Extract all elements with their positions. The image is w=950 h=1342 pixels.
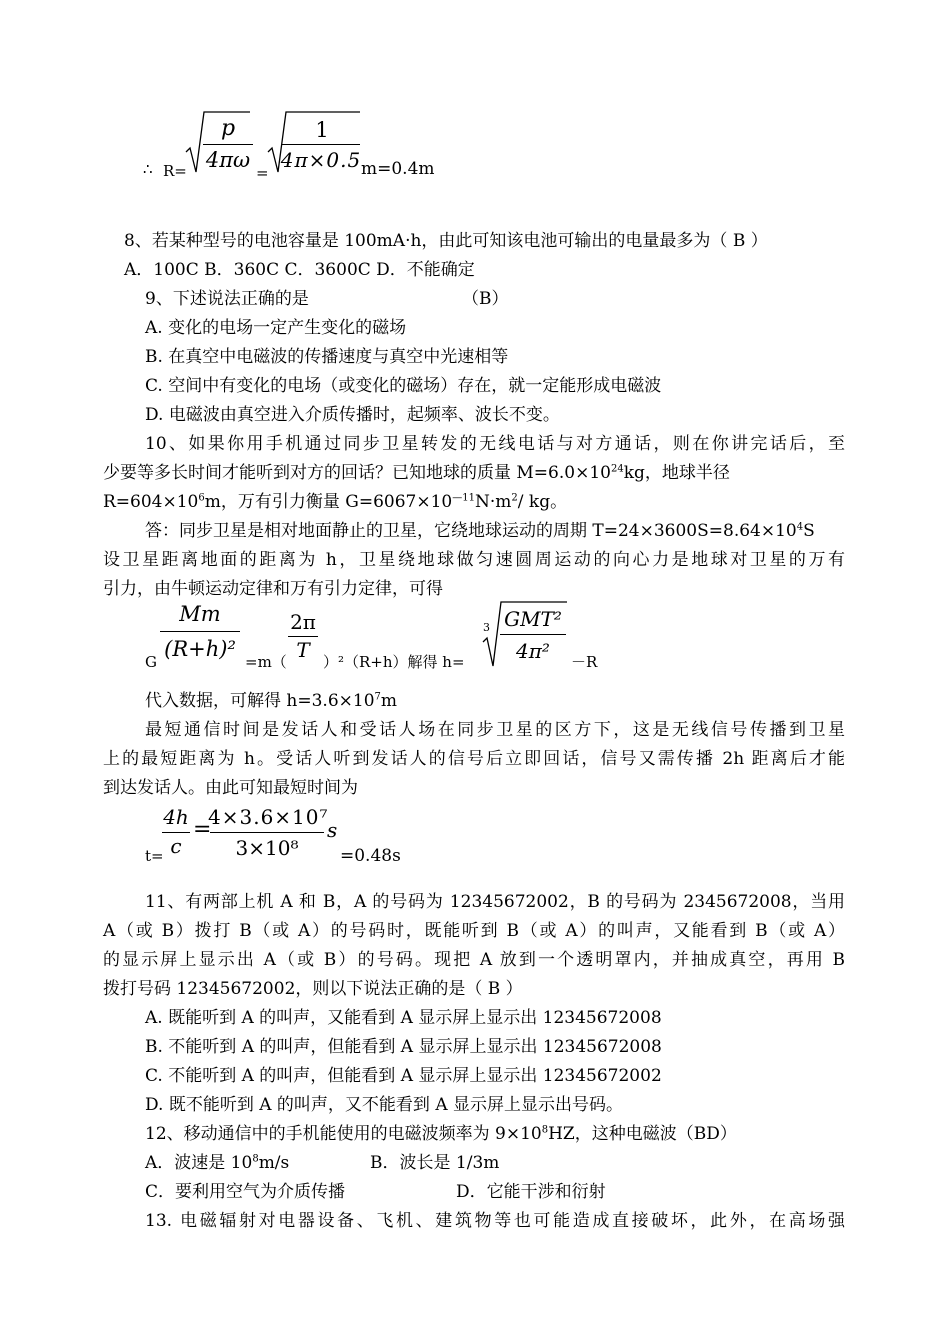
fraction-time-denominator: 3×10⁸ — [235, 836, 299, 860]
fraction-gmt-numerator: GMT² — [504, 607, 562, 631]
fraction-2pi-denominator: T — [296, 638, 310, 662]
question-12-option-b: B．波长是 1/3m — [370, 1153, 500, 1173]
question-8-options: A．100C B．360C C．3600C D．不能确定 — [124, 260, 475, 280]
question-9-option-a: A. 变化的电场一定产生变化的磁场 — [145, 318, 407, 338]
answer-10-line-4: 代入数据，可解得 $h=3.6\times 10^7m$ — [145, 691, 398, 711]
question-11-option-c: C. 不能听到 A 的叫声，但能看到 A 显示屏上显示出 12345672002 — [145, 1066, 662, 1086]
answer-10-line-7: 到达发话人。由此可知最短时间为 — [103, 778, 358, 798]
formula-remainder: ）²（R+h）解得 h= — [323, 653, 465, 671]
question-11-option-b: B. 不能听到 A 的叫声，但能看到 A 显示屏上显示出 12345672008 — [145, 1037, 662, 1057]
question-11-line-2: A（或 B）拨打 B（或 A）的号码时，既能听到 B（或 A）的叫声，又能看到 B（或 A） — [103, 921, 845, 941]
fraction-gmt-bar — [500, 634, 566, 635]
fraction-1-denominator: 4πω — [205, 148, 251, 172]
question-8-stem: 8、若某种型号的电池容量是 100mA·h，由此可知该电池可输出的电量最多为（ B ） — [124, 231, 768, 251]
radius-result: m=0.4m — [361, 159, 435, 179]
question-12-stem: 12、移动通信中的手机能使用的电磁波频率为 $9\times 10^8HZ$，这种电磁波（BD） — [145, 1124, 737, 1144]
question-9-answer: （B） — [462, 289, 509, 309]
fraction-4h-bar — [162, 832, 190, 833]
fraction-2pi-bar — [288, 636, 318, 637]
fraction-2-bar — [282, 144, 360, 145]
answer-10-line-2: 设卫星距离地面的距离为 h，卫星绕地球做匀速圆周运动的向心力是地球对卫星的万有 — [103, 550, 845, 570]
equals-m: =m（ — [245, 653, 287, 671]
time-unit: s — [327, 818, 338, 842]
r-equals: R= — [163, 162, 187, 180]
time-t-equals: t= — [145, 847, 164, 865]
question-10-line-2: 少要等多长时间才能听到对方的回话？已知地球的质量 $M=6.0\times 10^{24}kg$，地球半径 — [103, 463, 730, 483]
fraction-time-numerator: 4×3.6×10⁷ — [208, 805, 329, 829]
question-13-line-1: 13. 电磁辐射对电器设备、飞机、建筑物等也可能造成直接破坏，此外，在高场强 — [145, 1211, 845, 1231]
fraction-1-numerator: p — [220, 116, 236, 141]
question-12-option-c: C．要利用空气为介质传播 — [145, 1182, 346, 1202]
question-12-option-a: A．波速是 $10^8m/s$ — [145, 1153, 290, 1173]
fraction-2-numerator: 1 — [315, 118, 329, 142]
fraction-4h-denominator: c — [170, 834, 182, 858]
time-result: =0.48s — [340, 846, 401, 866]
fraction-mm-denominator: (R+h)² — [164, 637, 236, 661]
question-11-line-3: 的显示屏上显示出 A（或 B）的号码。现把 A 放到一个透明罩内，并抽成真空，再用 B — [103, 950, 845, 970]
therefore-symbol: ∴ — [143, 160, 153, 178]
fraction-mm-numerator: Mm — [179, 602, 221, 626]
answer-10-line-6: 上的最短距离为 h。受话人听到发话人的信号后立即回话，信号又需传播 2h 距离后才能 — [103, 749, 845, 769]
equals-sign: = — [256, 164, 269, 182]
question-11-option-d: D. 既不能听到 A 的叫声，又不能看到 A 显示屏上显示出号码。 — [145, 1095, 623, 1115]
question-9-option-d: D. 电磁波由真空进入介质传播时，起频率、波长不变。 — [145, 405, 560, 425]
question-9-option-b: B. 在真空中电磁波的传播速度与真空中光速相等 — [145, 347, 509, 367]
question-9-stem: 9、下述说法正确的是 — [145, 289, 309, 309]
fraction-2-denominator: 4π×0.5 — [280, 148, 362, 172]
question-11-line-1: 11、有两部上机 A 和 B，A 的号码为 12345672002，B 的号码为 2345672008，当用 — [145, 892, 845, 912]
answer-10-line-5: 最短通信时间是发话人和受话人场在同步卫星的区方下，这是无线信号传播到卫星 — [145, 720, 845, 740]
fraction-2pi-numerator: 2π — [290, 610, 316, 634]
question-11-line-4: 拨打号码 12345672002，则以下说法正确的是（ B ） — [103, 979, 523, 999]
time-equals-sign: = — [193, 817, 212, 842]
cube-root-index: 3 — [483, 621, 490, 634]
fraction-mm-bar — [160, 631, 240, 632]
fraction-1-bar — [203, 144, 253, 145]
gravitation-constant-g: G — [145, 653, 157, 671]
question-12-option-d: D．它能干涉和衍射 — [456, 1182, 606, 1202]
question-9-option-c: C. 空间中有变化的电场（或变化的磁场）存在，就一定能形成电磁波 — [145, 376, 662, 396]
fraction-time-bar — [210, 832, 324, 833]
answer-10-line-3: 引力，由牛顿运动定律和万有引力定律，可得 — [103, 579, 443, 599]
question-10-line-1: 10、如果你用手机通过同步卫星转发的无线电话与对方通话，则在你讲完话后，至 — [145, 434, 845, 454]
question-11-option-a: A. 既能听到 A 的叫声，又能看到 A 显示屏上显示出 12345672008 — [145, 1008, 662, 1028]
fraction-4h-numerator: 4h — [163, 805, 189, 829]
answer-10-line-1: 答：同步卫星是相对地面静止的卫星，它绕地球运动的周期 $T=24\times 3600S=8.64\times 10^4S$ — [145, 521, 815, 541]
question-10-line-3: $R=604\times 10^6m$，万有引力衡量 $G=6067\times 10^{—11}N\cdot m^2/$ kg。 — [103, 492, 568, 512]
minus-r: －R — [571, 653, 598, 671]
fraction-gmt-denominator: 4π² — [516, 639, 550, 663]
